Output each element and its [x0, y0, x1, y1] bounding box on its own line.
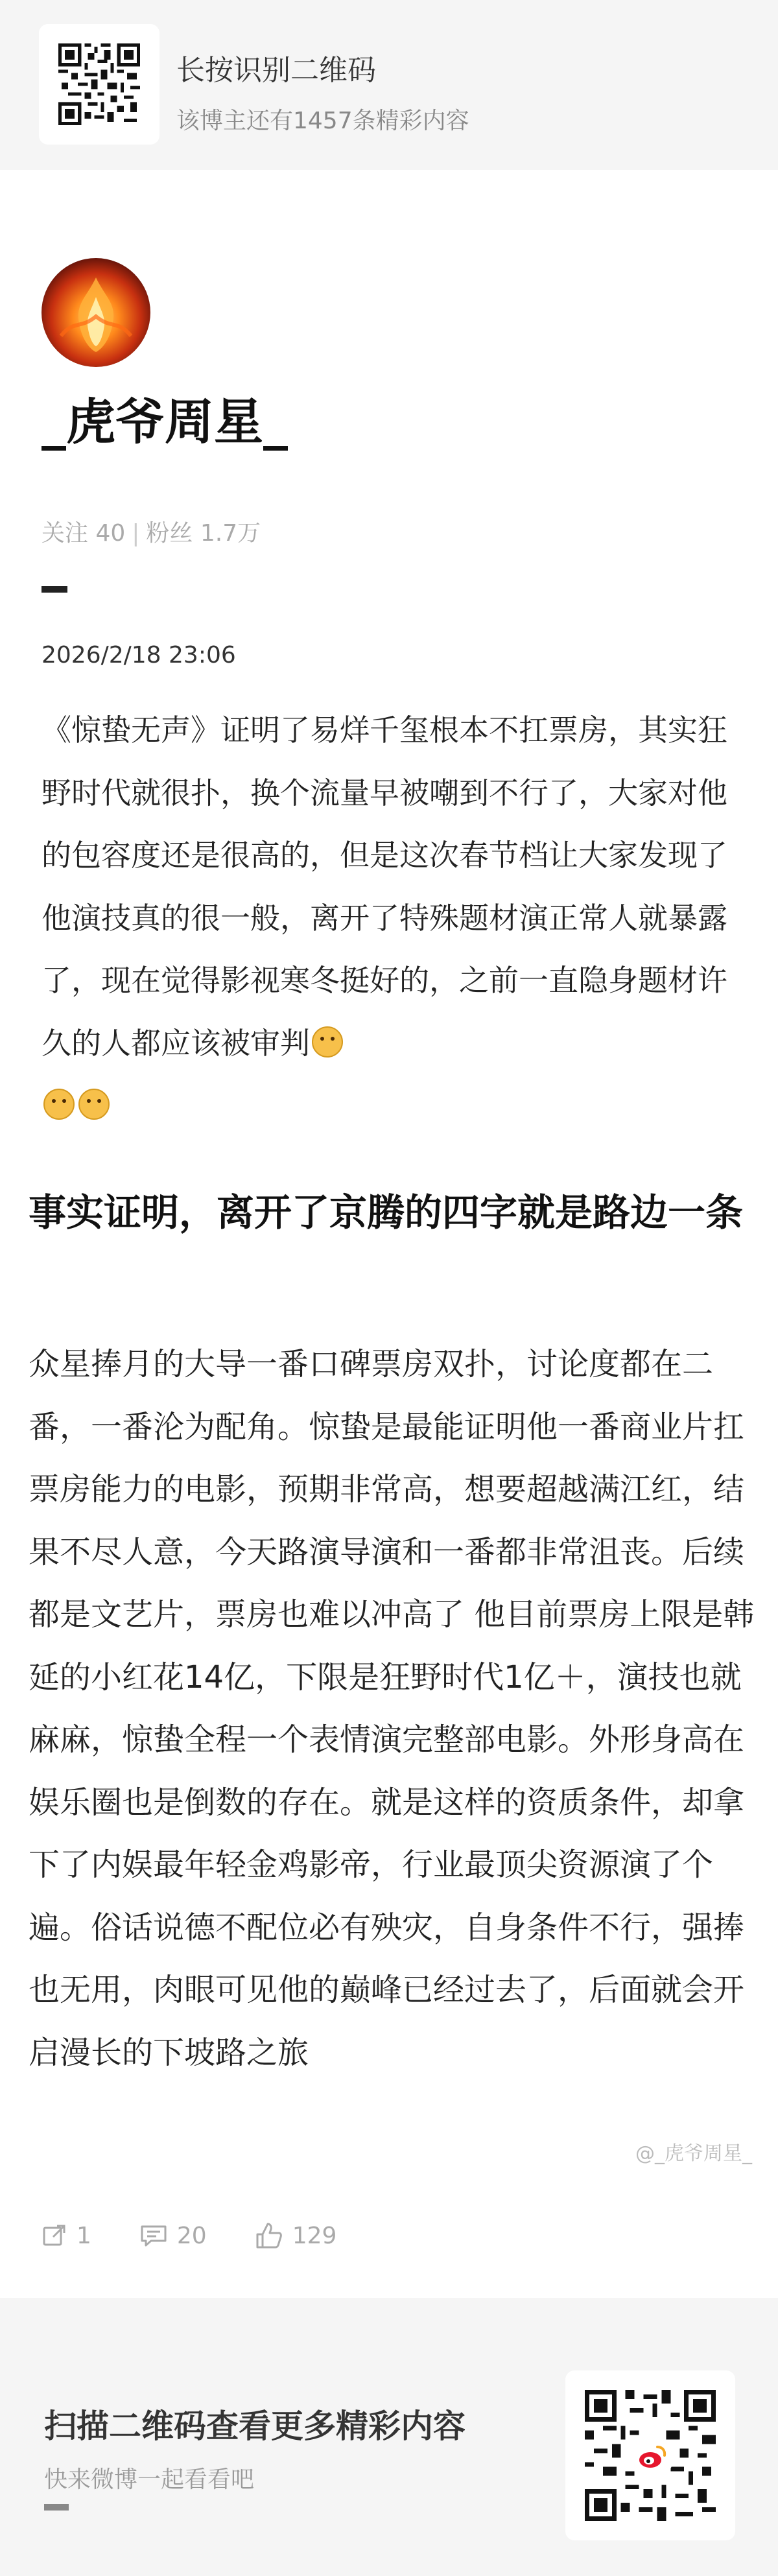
- weibo-logo-icon: [631, 2436, 674, 2479]
- follow-label[interactable]: 关注: [41, 520, 89, 547]
- article-body: 众星捧月的大导一番口碑票房双扑，讨论度都在二番，一番沦为配角。惊蛰是最能证明他一番商业片扛票房能力的电影，预期非常高，想要超越满江红，结果不尽人意，今天路演导演和一番都非常沮丧。后续都是文艺片，票房也难以冲高了 他目前票房上限是韩延的小红花14亿，下限是狂野时代1亿＋，演技也就麻麻，惊蛰全程一个表情演完整部电影。外形身高在娱乐圈也是倒数的存在。就是这样的资质条件，却拿下了内娱最年轻金鸡影帝，行业最顶尖资源演了个遍。俗话说德不配位必有殃灾，自身条件不行，强捧也无用，肉眼可见他的巅峰已经过去了，后面就会开启漫长的下坡路之旅: [29, 1346, 755, 2071]
- avatar[interactable]: [41, 258, 150, 367]
- fans-label[interactable]: 粉丝: [146, 520, 193, 547]
- profile-stats: [41, 515, 261, 548]
- stats-divider: |: [132, 520, 140, 547]
- thumbs-up-icon: [255, 2221, 283, 2250]
- footer-divider: [44, 2504, 69, 2511]
- section-divider: [41, 586, 67, 593]
- action-bar: [41, 2216, 384, 2255]
- comment-icon: [139, 2223, 168, 2249]
- footer-promo[interactable]: [0, 2298, 778, 2576]
- footer-title: 扫描二维码查看更多精彩内容: [44, 2407, 466, 2445]
- banner-subtitle: 该博主还有1457条精彩内容: [176, 108, 469, 134]
- qr-banner[interactable]: [0, 0, 778, 170]
- footer-qr-code-icon[interactable]: [565, 2370, 735, 2540]
- repost-count: 1: [77, 2222, 91, 2249]
- fans-count[interactable]: 1.7万: [200, 520, 261, 547]
- weibo-watermark: @_虎爷周星_: [635, 2142, 752, 2165]
- doge-emoji-icon: [312, 1026, 343, 1058]
- doge-emoji-icon: [43, 1089, 75, 1120]
- repost-button[interactable]: [41, 2223, 91, 2249]
- footer-subtitle: 快来微博一起看看吧: [44, 2466, 255, 2493]
- like-button[interactable]: [255, 2221, 337, 2250]
- post-date: 2026/2/18 23:06: [41, 642, 236, 668]
- username[interactable]: _虎爷周星_: [41, 393, 288, 451]
- follow-count[interactable]: 40: [95, 520, 126, 547]
- repost-icon: [41, 2223, 67, 2249]
- qr-code-icon[interactable]: [39, 24, 159, 145]
- like-count: 129: [292, 2222, 337, 2249]
- comment-button[interactable]: [139, 2223, 207, 2249]
- doge-emoji-icon: [78, 1089, 110, 1120]
- banner-title: 长按识别二维码: [176, 54, 376, 87]
- post-body: [41, 699, 735, 1137]
- post-text: 《惊蛰无声》证明了易烊千玺根本不扛票房，其实狂野时代就很扑，换个流量早被嘲到不行了，大家对他的包容度还是很高的，但是这次春节档让大家发现了他演技真的很一般，离开了特殊题材演正常人就暴露了，现在觉得影视寒冬挺好的，之前一直隐身题材许久的人都应该被审判: [41, 713, 727, 1061]
- comment-count: 20: [176, 2222, 207, 2249]
- article-headline: 事实证明，离开了京腾的四字就是路边一条: [29, 1190, 744, 1235]
